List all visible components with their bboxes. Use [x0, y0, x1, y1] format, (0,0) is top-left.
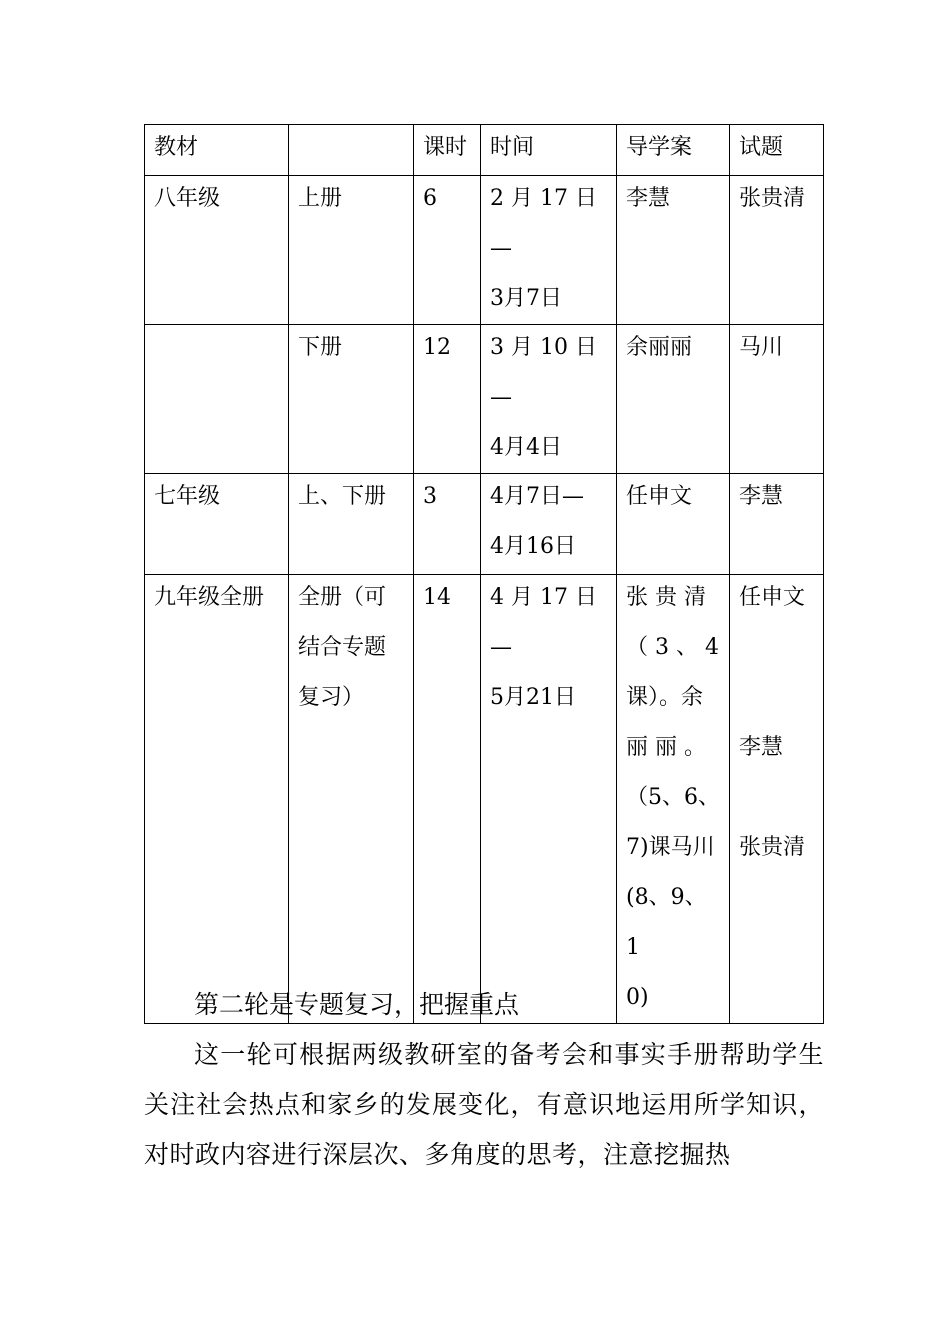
- grade-cell: 七年级: [145, 474, 289, 575]
- time-cell: [481, 176, 617, 325]
- guide-cell: 任申文: [617, 474, 730, 575]
- time-line: 4月4日: [490, 435, 562, 460]
- guide-line: （ 3 、 4: [626, 635, 719, 660]
- grade-cell: 八年级: [145, 176, 289, 325]
- guide-line: 0): [626, 985, 649, 1010]
- header-cell-hours: 课时: [414, 125, 481, 176]
- guide-line: 丽 丽 。: [626, 735, 706, 760]
- guide-line: （5、6、: [626, 785, 720, 810]
- table-row: [145, 325, 824, 474]
- exam-line: 任申文: [739, 585, 806, 610]
- grade-cell: [145, 325, 289, 474]
- time-line: 4 月 17 日: [490, 585, 597, 610]
- grade-cell: 九年级全册: [145, 575, 289, 1024]
- section-heading: 第二轮是专题复习，把握重点: [194, 990, 520, 1019]
- guide-line: 7)课马川: [626, 835, 715, 860]
- exam-line: [739, 673, 814, 723]
- exam-cell: [730, 575, 824, 1024]
- table-row: [145, 474, 824, 575]
- exam-line: [739, 623, 814, 673]
- guide-line: 课）。余: [626, 685, 704, 710]
- exam-cell: 李慧: [730, 474, 824, 575]
- volume-cell: 上册: [289, 176, 414, 325]
- table-header-row: [145, 125, 824, 176]
- guide-line: (8、9、1: [626, 885, 707, 960]
- time-line: 3 月 10 日: [490, 335, 597, 360]
- guide-cell: 余丽丽: [617, 325, 730, 474]
- header-cell-exam: 试题: [730, 125, 824, 176]
- time-cell: [481, 474, 617, 575]
- guide-line: 张 贵 清: [626, 585, 706, 610]
- exam-cell: 马川: [730, 325, 824, 474]
- volume-cell: [289, 575, 414, 1024]
- time-line: 4月16日: [490, 534, 576, 559]
- guide-cell: [617, 575, 730, 1024]
- time-line: —: [490, 385, 512, 410]
- time-line: 3月7日: [490, 286, 562, 311]
- time-line: 5月21日: [490, 685, 576, 710]
- header-cell-blank: [289, 125, 414, 176]
- hours-cell: 12: [414, 325, 481, 474]
- volume-cell: 下册: [289, 325, 414, 474]
- table-row: [145, 176, 824, 325]
- exam-line: 张贵清: [739, 835, 806, 860]
- time-line: —: [490, 635, 512, 660]
- time-line: —: [490, 236, 512, 261]
- exam-cell: 张贵清: [730, 176, 824, 325]
- hours-cell: 6: [414, 176, 481, 325]
- section-body-paragraph: 这一轮可根据两级教研室的备考会和事实手册帮助学生关注社会热点和家乡的发展变化，有意识地运用所学知识，对时政内容进行深层次、多角度的思考，注意挖掘热: [144, 1040, 824, 1169]
- time-cell: [481, 575, 617, 1024]
- exam-line: [739, 773, 814, 823]
- time-line: 4月7日—: [490, 484, 584, 509]
- guide-cell: 李慧: [617, 176, 730, 325]
- volume-line: 结合专题: [298, 635, 387, 660]
- header-cell-time: 时间: [481, 125, 617, 176]
- header-cell-textbook: 教材: [145, 125, 289, 176]
- hours-cell: 3: [414, 474, 481, 575]
- header-cell-guide: 导学案: [617, 125, 730, 176]
- time-cell: [481, 325, 617, 474]
- table-row: [145, 575, 824, 1024]
- volume-line: 复习）: [298, 685, 365, 710]
- exam-line: 李慧: [739, 735, 784, 760]
- time-line: 2 月 17 日: [490, 186, 597, 211]
- volume-cell: 上、下册: [289, 474, 414, 575]
- volume-line: 全册（可: [298, 585, 387, 610]
- hours-cell: 14: [414, 575, 481, 1024]
- review-schedule-table: [144, 124, 824, 1024]
